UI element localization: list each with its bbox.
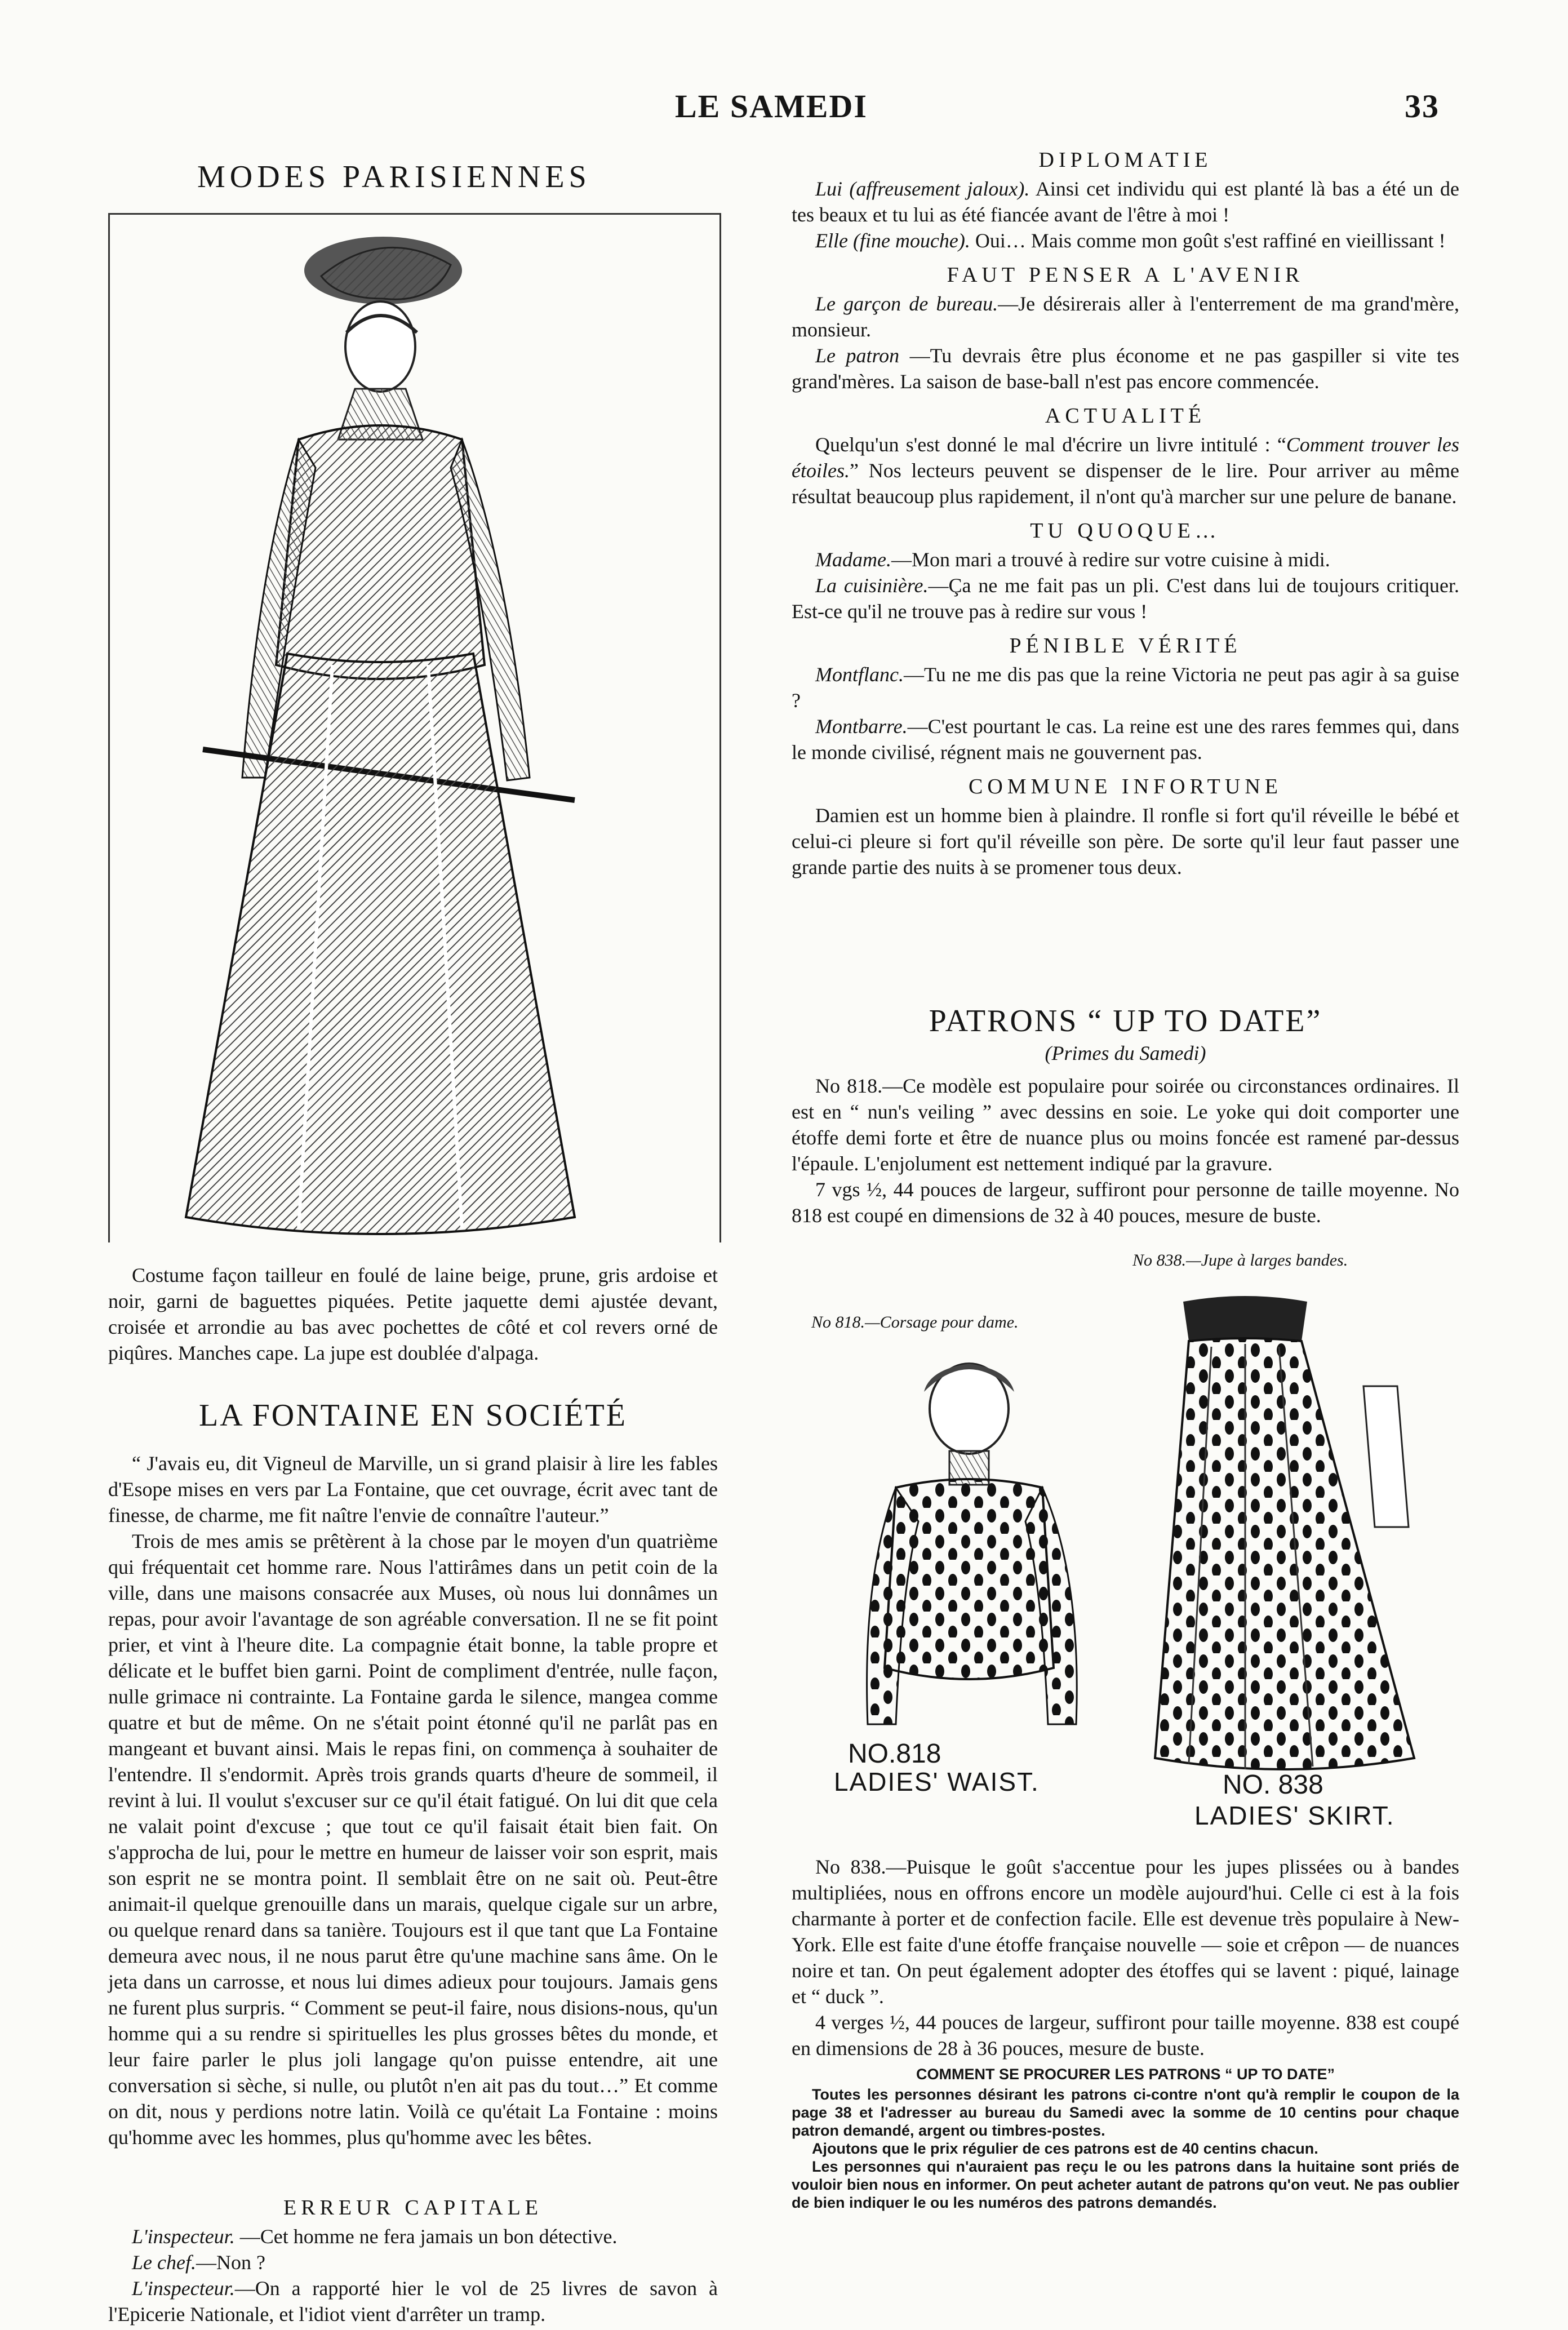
actualite-title: ACTUALITÉ: [1045, 404, 1206, 428]
avenir-title: FAUT PENSER A L'AVENIR: [947, 263, 1304, 287]
erreur-speaker-2: Le chef.: [132, 2251, 196, 2274]
avenir-line-1: —Je désirerais aller à l'enterrement de ma grand'mère, monsieur.: [792, 292, 1459, 341]
howto-paragraph-1: Toutes les personnes désirant les patrons ci-contre n'ont qu'à remplir le coupon de la page 38 et l'adresser au bureau du Samedi avec la somme de 10 centins pour chaque patron demandé, argent ou timbres-postes.: [792, 2086, 1459, 2139]
patrons-838-text: No 838.—Puisque le goût s'accentue pour les jupes plissées ou à bandes multipliées, nous en offrons encore un modèle aujourd'hui. Celle ci est à la fois charmante à porter et de confection facile. Elle est devenue très populaire à New-York. Elle est faite d'une étoffe française nouvelle — soie et crêpon — de nuances noire et tan. On peut également adopter des étoffes qui se lavent : piqué, lainage et “ duck ”.: [792, 1856, 1459, 2008]
penible-title: PÉNIBLE VÉRITÉ: [1009, 634, 1242, 658]
ladies-waist-illustration: [828, 1352, 1121, 1736]
fashion-plate-illustration: [169, 225, 676, 1240]
tuquoque-line-1: —Mon mari a trouvé à redire sur votre cuisine à midi.: [891, 548, 1330, 571]
erreur-title: ERREUR CAPITALE: [283, 2196, 543, 2220]
patrons-838-section: [792, 1854, 1459, 2212]
patrons-title: PATRONS “ UP TO DATE”: [929, 1004, 1322, 1038]
avenir-speaker-1: Le garçon de bureau.: [815, 292, 998, 315]
commune-text: Damien est un homme bien à plaindre. Il ronfle si fort qu'il réveille le bébé et celui-ci pleure si fort qu'il réveille son père. De sorte qu'il leur faut passer une grande partie des nuits à se promener tous deux.: [792, 804, 1459, 878]
fontaine-paragraph-1: “ J'avais eu, dit Vigneul de Marville, un si grand plaisir à lire les fables d'Esope mises en vers par La Fontaine, que cet ouvrage, écrit avec tant de finesse, de charme, me fit naître l'envie de connaître l'auteur.”: [108, 1452, 718, 1526]
fontaine-paragraph-2: Trois de mes amis se prêtèrent à la chose par le moyen d'un quatrième qui fréquentait cet homme rare. Nous l'attirâmes dans un petit coin de la ville, dans une maisons consacrée aux Muses, où nous lui donnâmes un repas, pour avoir l'avantage de son agréable conversation. Il ne se fit point prier, et vint à l'heure dite. La compagnie était bonne, la table propre et délicate et le buffet bien garni. Point de compliment d'entrée, nulle façon, nulle grimace ni contrainte. La Fontaine garda le silence, mangea comme quatre et but de même. On ne s'était point étonné qu'il ne parlât pas en mangeant et buvant ainsi. Mais le repas fini, on commença à souhaiter de l'entendre. Il s'endormit. Après trois grands quarts d'heure de sommeil, il revint à lui. Il voulut s'excuser sur ce qu'il était fatigué. On lui dit que cela ne valait point d'excuse ; que tout ce qu'il faisait était bien fait. On s'approcha de lui, pour le mettre en humeur de laisser voir son esprit, mais son esprit ne se montra point. Il semblait être on ne sait où. Peut-être animait-il quelque grenouille dans un marais, quelque cigale sur un arbre, ou quelque renard dans sa tanière. Toujours est il que tant que La Fontaine demeura avec nous, il ne nous parut être qu'une machine sans âme. On le jeta dans un carrosse, et nous lui dimes adieux pour toujours. Jamais gens ne furent plus surpris. “ Comment se peut-il faire, nous disions-nous, qu'un homme qui a su rendre si spirituelles les plus grosses bêtes du monde, et leur faire parler le plus joli langage qu'on puisse entendre, ait une conversation si sèche, si nulle, ou plutôt n'en ait pas du tout…” Et comme on dit, nous y perdions notre latin. Voilà ce qu'était La Fontaine : moins qu'homme avec les hommes, plus qu'homme avec les bêtes.: [108, 1530, 718, 2149]
penible-speaker-1: Montflanc.: [815, 663, 904, 686]
actualite-book-title: Comment trouver les étoiles.: [792, 433, 1460, 482]
fontaine-title: LA FONTAINE EN SOCIÉTÉ: [199, 1398, 627, 1433]
modes-caption-text: Costume façon tailleur en foulé de laine beige, prune, gris ardoise et noir, garni de baguettes piquées. Petite jaquette demi ajustée devant, croisée et arrondie au bas avec pochettes de côté et col revers orné de piqûres. Manches cape. La jupe est doublée d'alpaga.: [108, 1264, 718, 1364]
penible-speaker-2: Montbarre.: [815, 715, 908, 738]
diplomatie-line-2: Oui… Mais comme mon goût s'est raffiné en vieillissant !: [975, 229, 1446, 252]
patrons-818-size: 7 vgs ½, 44 pouces de largeur, suffiront pour personne de taille moyenne. No 818 est coupé en dimensions de 32 à 40 pouces, mesure de buste.: [792, 1178, 1459, 1227]
patrons-subtitle: (Primes du Samedi): [1045, 1042, 1206, 1064]
label-818-number: NO.818: [848, 1739, 941, 1769]
erreur-line-1: —Cet homme ne fera jamais un bon détective.: [239, 2225, 618, 2248]
modes-caption: [108, 1262, 718, 1366]
diplomatie-speaker-2: Elle (fine mouche).: [815, 229, 970, 252]
ladies-skirt-illustration: [1144, 1290, 1459, 1775]
fontaine-article: [108, 1397, 718, 2150]
tuquoque-speaker-2: La cuisinière.: [815, 574, 929, 597]
penible-line-2: —C'est pourtant le cas. La reine est une des rares femmes qui, dans le monde civilisé, régnent mais ne gouvernent pas.: [792, 715, 1459, 764]
erreur-line-3: —On a rapporté hier le vol de 25 livres de savon à l'Epicerie Nationale, et l'idiot vient d'arrêter un tramp.: [108, 2277, 718, 2325]
label-818-name: LADIES' WAIST.: [834, 1767, 1040, 1796]
commune-title: COMMUNE INFORTUNE: [968, 775, 1282, 798]
tuquoque-title: TU QUOQUE…: [1030, 519, 1221, 543]
erreur-article: [108, 2186, 718, 2327]
patrons-818-text: No 818.—Ce modèle est populaire pour soirée ou circonstances ordinaires. Il est en “ nun's veiling ” avec dessins en soie. Le yoke qui doit comporter une étoffe demi forte et être de nuance plus ou moins foncée est ramené par-dessus l'épaule. L'enjolument est nettement indiqué par la gravure.: [792, 1075, 1459, 1175]
label-838-name: LADIES' SKIRT.: [1194, 1801, 1395, 1830]
diplomatie-line-1: Ainsi cet individu qui est planté là bas a été un de tes beaux et tu lui as été fiancée avant de l'être à moi !: [792, 177, 1460, 226]
journal-title: LE SAMEDI: [675, 88, 868, 125]
fig-838-caption: No 838.—Jupe à larges bandes.: [1132, 1251, 1348, 1270]
avenir-line-2: —Tu devrais être plus économe et ne pas gaspiller si vite tes grand'mères. La saison de base-ball n'est pas encore commencée.: [792, 344, 1459, 393]
erreur-speaker-3: L'inspecteur.: [132, 2277, 235, 2300]
right-column-jokes: [792, 148, 1459, 880]
modes-title: MODES PARISIENNES: [197, 159, 591, 194]
howto-paragraph-2: Ajoutons que le prix régulier de ces patrons est de 40 centins chacun.: [812, 2140, 1318, 2157]
label-838-number: NO. 838: [1223, 1770, 1323, 1800]
erreur-line-2: —Non ?: [196, 2251, 265, 2274]
actualite-text-b: ” Nos lecteurs peuvent se dispenser de le lire. Pour arriver au même résultat beaucoup plus rapidement, il n'ont qu'à marcher sur une pelure de banane.: [792, 459, 1459, 508]
tuquoque-line-2: —Ça ne me fait pas un pli. C'est dans lui de toujours critiquer. Est-ce qu'il ne trouve pas à redire sur vous !: [792, 574, 1459, 623]
patrons-section: [792, 1003, 1459, 1228]
howto-paragraph-3: Les personnes qui n'auraient pas reçu le ou les patrons dans la huitaine sont priés de vouloir bien nous en informer. On peut acheter autant de patrons qu'on veut. Ne pas oublier de bien indiquer le ou les numéros des patrons demandés.: [792, 2158, 1459, 2211]
actualite-text-a: Quelqu'un s'est donné le mal d'écrire un livre intitulé : “: [815, 433, 1286, 456]
fig-818-caption: No 818.—Corsage pour dame.: [811, 1313, 1019, 1332]
diplomatie-title: DIPLOMATIE: [1038, 148, 1212, 172]
avenir-speaker-2: Le patron: [815, 344, 900, 367]
page-number: 33: [1405, 88, 1440, 125]
penible-line-1: —Tu ne me dis pas que la reine Victoria ne peut pas agir à sa guise ?: [792, 663, 1459, 712]
erreur-speaker-1: L'inspecteur.: [132, 2225, 235, 2248]
diplomatie-speaker-1: Lui (affreusement jaloux).: [815, 177, 1030, 200]
tuquoque-speaker-1: Madame.: [815, 548, 891, 571]
howto-title: COMMENT SE PROCURER LES PATRONS “ UP TO DATE”: [916, 2066, 1335, 2083]
patrons-838-size: 4 verges ½, 44 pouces de largeur, suffiront pour taille moyenne. 838 est coupé en dimensions de 28 à 36 pouces, mesure de buste.: [792, 2011, 1459, 2060]
